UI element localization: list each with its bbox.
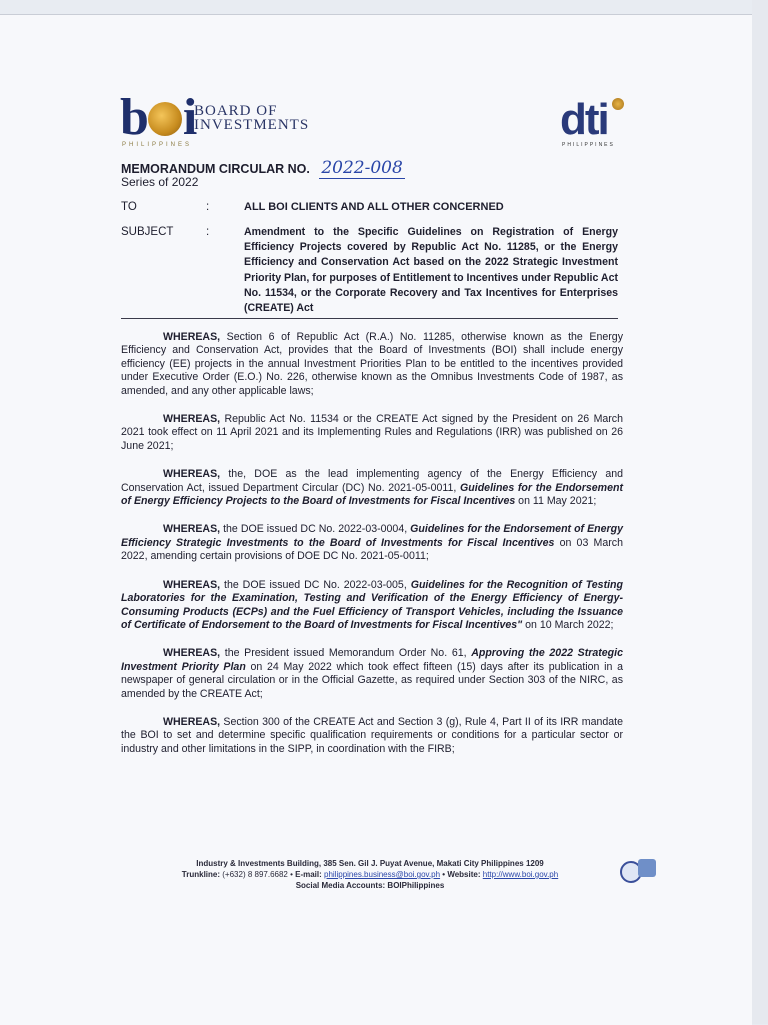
letterhead-footer: [120, 858, 620, 891]
boi-logo-country: PHILIPPINES: [122, 142, 193, 148]
whereas-paragraph: WHEREAS, the DOE issued DC No. 2022-03-0004, Guidelines for the Endorsement of Energy Efficiency Strategic Investments to the Board of Investments for Fiscal Incentives on 03 March 2022, amending certain provisions of DOE DC No. 2021-05-0011;: [121, 523, 623, 563]
iso-certification-icon: [620, 859, 658, 883]
boi-logo-mark: b i: [120, 89, 196, 146]
dti-logo: [560, 95, 632, 158]
dti-logo-mark: dti: [560, 95, 608, 144]
memo-number-handwritten: 2022-008: [321, 158, 403, 178]
whereas-paragraph: WHEREAS, the, DOE as the lead implementing agency of the Energy Efficiency and Conservation Act, issued Department Circular (DC) No. 2021-05-0011, Guidelines for the Endorsement of Energy Efficiency Projects to the Board of Investments for Fiscal Incentives on 11 May 2021;: [121, 468, 623, 508]
to-colon: :: [206, 201, 210, 213]
to-label: TO: [121, 201, 137, 213]
scan-edge: [752, 0, 768, 1024]
subject-label: SUBJECT: [121, 226, 174, 238]
footer-address: Industry & Investments Building, 385 Sen. Gil J. Puyat Avenue, Makati City Philippines 1209: [196, 859, 544, 868]
memo-title: MEMORANDUM CIRCULAR NO. 2022-008: [121, 158, 403, 178]
footer-contacts: Trunkline: (+632) 8 897.6682 • E-mail: philippines.business@boi.gov.ph • Website: http://www.boi.gov.ph: [181, 870, 559, 879]
header-divider: [121, 318, 618, 319]
memo-body: [121, 331, 623, 771]
whereas-paragraph: WHEREAS, Section 300 of the CREATE Act and Section 3 (g), Rule 4, Part II of its IRR mandate the BOI to set and determine specific qualification requirements or conditions for a particular sector or industry and other limitations in the SIPP, in coordination with the FIRB;: [121, 715, 623, 755]
subject-colon: :: [206, 226, 210, 238]
footer-email-link[interactable]: philippines.business@boi.gov.ph: [324, 870, 441, 879]
dti-logo-country: PHILIPPINES: [562, 142, 615, 148]
footer-social: Social Media Accounts: BOIPhilippines: [295, 881, 445, 890]
to-value: ALL BOI CLIENTS AND ALL OTHER CONCERNED: [244, 201, 504, 213]
whereas-paragraph: WHEREAS, Republic Act No. 11534 or the CREATE Act signed by the President on 26 March 2021 took effect on 11 April 2021 and its Implementing Rules and Regulations (IRR) was published on 26 June 2021;: [121, 413, 623, 452]
boi-logo-text: BOARD OF INVESTMENTS: [194, 103, 310, 133]
memo-series: Series of 2022: [121, 175, 199, 189]
whereas-paragraph: WHEREAS, the President issued Memorandum Order No. 61, Approving the 2022 Strategic Investment Priority Plan on 24 May 2022 which took effect fifteen (15) days after its publication in a newspaper of general circulation or in the Official Gazette, as required under Section 303 of the NIRC, as amended by the CREATE Act;: [121, 647, 623, 700]
boi-logo: [120, 89, 310, 152]
subject-value: Amendment to the Specific Guidelines on Registration of Energy Efficiency Projects covered by Republic Act No. 11285, or the Energy Efficiency and Conservation Act based on the 2022 Strategic Investment Priority Plan, for purposes of Entitlement to Incentives under Republic Act No. 11534, or the Corporate Recovery and Tax Incentives for Enterprises (CREATE) Act: [244, 226, 618, 315]
footer-website-link[interactable]: http://www.boi.gov.ph: [482, 870, 559, 879]
whereas-paragraph: WHEREAS, the DOE issued DC No. 2022-03-005, Guidelines for the Recognition of Testing Laboratories for the Examination, Testing and Verification of the Energy Efficiency of Energy-Consuming Products (ECPs) and the Fuel Efficiency of Transport Vehicles, including the Issuance of Certificate of Endorsement to the Board of Investments for Fiscal Incentives" on 10 March 2022;: [121, 578, 623, 631]
whereas-paragraph: WHEREAS, Section 6 of Republic Act (R.A.) No. 11285, otherwise known as the Energy Efficiency and Conservation Act, provides that the Board of Investments (BOI) shall include energy efficiency (EE) projects in the annual Investment Priorities Plan to be entitled to the incentives provided under Executive Order (E.O.) No. 226, otherwise known as the Omnibus Investments Code of 1987, as amended, and any other applicable laws;: [121, 331, 623, 397]
dti-logo-seal: [612, 98, 624, 110]
